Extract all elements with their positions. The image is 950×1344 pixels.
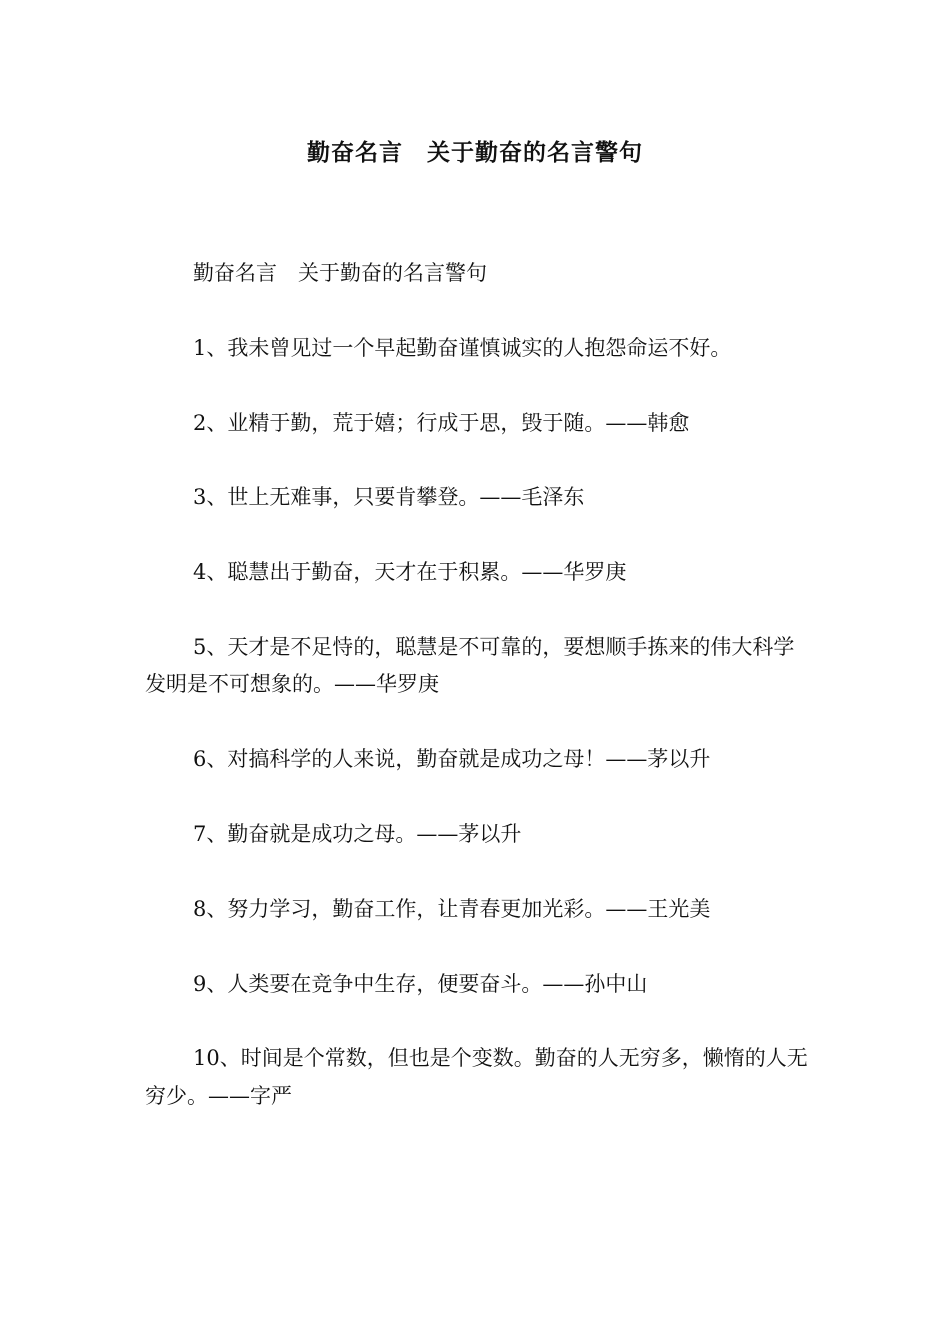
- quote-10: 10、时间是个常数，但也是个变数。勤奋的人无穷多，懒惰的人无穷少。——字严: [145, 1046, 808, 1108]
- paragraph-heading: 勤奋名言 关于勤奋的名言警句: [193, 261, 487, 285]
- quote-7: 7、勤奋就是成功之母。——茅以升: [193, 821, 522, 846]
- quote-5: 5、天才是不足恃的，聪慧是不可靠的，要想顺手拣来的伟大科学发明是不可想象的。——华罗庚: [145, 634, 795, 697]
- document-body: [145, 255, 810, 1153]
- quote-2: 2、业精于勤，荒于嬉；行成于思，毁于随。——韩愈: [193, 410, 690, 435]
- quote-3: 3、世上无难事，只要肯攀登。——毛泽东: [193, 485, 585, 510]
- quote-9: 9、人类要在竞争中生存，便要奋斗。——孙中山: [193, 971, 648, 996]
- document-title: 勤奋名言 关于勤奋的名言警句: [307, 140, 643, 166]
- quote-6: 6、对搞科学的人来说，勤奋就是成功之母！——茅以升: [193, 747, 711, 772]
- quote-8: 8、努力学习，勤奋工作，让青春更加光彩。——王光美: [193, 896, 711, 921]
- quote-4: 4、聪慧出于勤奋，天才在于积累。——华罗庚: [193, 560, 627, 585]
- quote-1: 1、我未曾见过一个早起勤奋谨慎诚实的人抱怨命运不好。: [193, 335, 732, 360]
